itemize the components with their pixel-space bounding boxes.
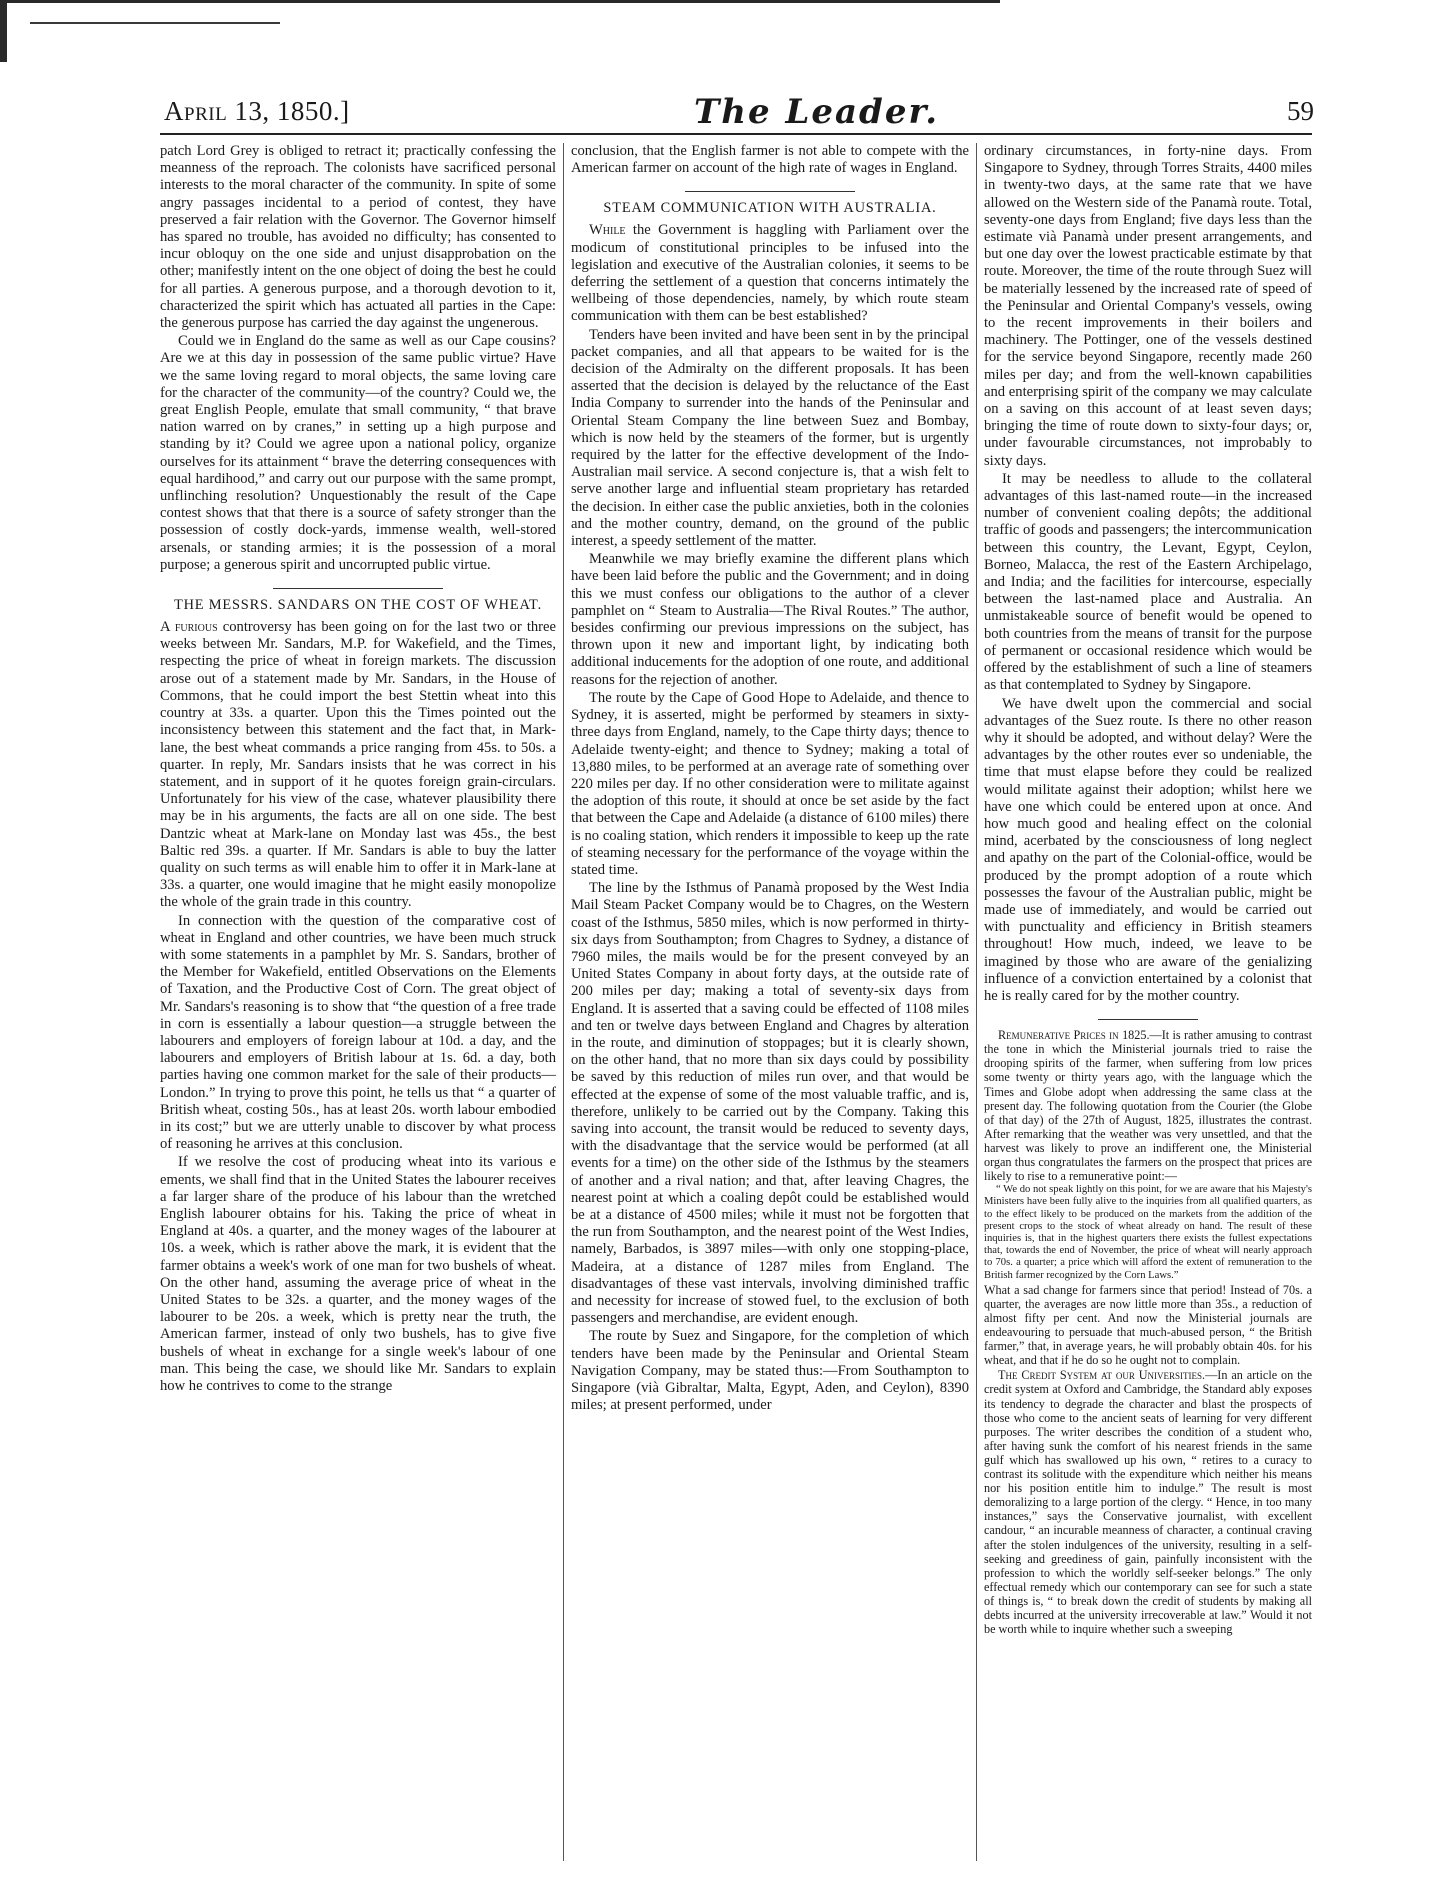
paragraph: The route by Suez and Singapore, for the completion of which tenders have been made by the Peninsular and Oriental Steam Navigation Company, may be stated thus:—From Southampton to Singapore (vià Gibraltar, Malta, Egypt, Aden, and Ceylon), 8390 miles; at present performed, under bbox=[571, 1328, 969, 1414]
page-header bbox=[164, 94, 1314, 134]
paragraph: conclusion, that the English farmer is not able to compete with the American farmer on account of the high rate of wages in England. bbox=[571, 143, 969, 177]
scan-edge bbox=[0, 0, 1441, 62]
column-divider bbox=[976, 143, 977, 1861]
note-paragraph: What a sad change for farmers since that period! Instead of 70s. a quarter, the averages are now little more than 35s., a reduction of almost fifty per cent. And now the Ministerial journals are endeavouring to persuade that much-abused person, “ the British farmer,” that, in average years, he will probably obtain 40s. for his wheat, and that if he do so he ought not to complain. bbox=[984, 1282, 1312, 1368]
paragraph: If we resolve the cost of producing wheat into its various e ements, we shall find that in the United States the labourer receives a far larger share of the produce of his labour than the wretched English labourer obtains for his. Taking the price of wheat in England at 40s. a quarter, and the money wages of the labourer at 10s. a week, which is rather above the mark, it is evident that the farmer obtains a week's work of one man for two bushels of wheat. On the other hand, assuming the average price of wheat in the United States to be 32s. a quarter, and the money wages of the labourer to be 20s. a week, which is pretty near the truth, the American farmer, instead of only two bushels, has to give five bushels of wheat in exchange for a single week's labour of one man. This being the case, we should like Mr. Sandars to explain how he contrives to come to the strange bbox=[160, 1154, 556, 1395]
note-paragraph bbox=[984, 1368, 1312, 1636]
paragraph: The line by the Isthmus of Panamà proposed by the West India Mail Steam Packet Company would be to Chagres, on the Western coast of the Isthmus, 5850 miles, which is now performed in thirty-six days from Southampton; from Chagres to Sydney, a distance of 7960 miles, the mails would be for the present conveyed by an United States Company in about forty days, at the outside rate of 200 miles per day; making a total of seventy-six days from England. It is asserted that a saving could be effected of 1108 miles and ten or twelve days between England and Chagres by alteration in the route, and diminution of stoppages; but it is clearly shown, on the other hand, that no more than six days could by possibility be saved by this reduction of miles run over, and that would be effected at the expense of some of the most valuable traffic, and is, therefore, unlikely to be carried out by the Company. Taking this saving into account, the transit would be reduced to seventy days, with the disadvantage that the service would be performed (at all events for a time) on the other side of the Isthmus by the steamers of another and a rival nation; and that, after leaving Chagres, the nearest point at which a coaling depôt could be established would be at a distance of 4500 miles; while it must not be forgotten that the run from Southampton, and the nearest point of the West Indies, namely, Barbados, is 3897 miles—with only one stopping-place, Madeira, at a distance of 1287 miles from England. The disadvantages of these vast intervals, involving diminished traffic and necessity for increase of stowed fuel, to the exclusion of both passengers and merchandise, are evident enough. bbox=[571, 880, 969, 1327]
paragraph: We have dwelt upon the commercial and social advantages of the Suez route. Is there no other reason why it should be adopted, and without delay? Were the advantages by the other routes ever so undeniable, the time that must elapse before they could be realized would militate against their adoption; whilst here we have one which could be entered upon at once. And how much good and healing effect on the colonial mind, acerbated by the consciousness of long neglect and apathy on the part of the Colonial-office, would be produced by the prompt adoption of a route which possesses the favour of the Australian public, might be made use of immediately, and would be carried out with punctuality and efficiency in British steamers throughout! How much, indeed, we leave to be imagined by those who are aware of the genializing influence of a conviction entertained by a colonist that he is really cared for by the mother country. bbox=[984, 695, 1312, 1004]
column-divider bbox=[563, 143, 564, 1861]
paragraph: In connection with the question of the comparative cost of wheat in England and other countries, we have been much struck with some statements in a pamphlet by Mr. S. Sandars, brother of the Member for Wakefield, entitled Observations on the Elements of Taxation, and the Productive Cost of Corn. The great object of Mr. Sandars's reasoning is to show that “the question of a free trade in corn is essentially a labour question—a struggle between the labourers and employers of foreign labour at 10d. a day, and the labourers and employers of British labour at 1s. 6d. a day, both parties having one common market for the sale of their products—London.” In trying to prove this point, he tells us that “ a quarter of British wheat, costing 50s., has at least 20s. worth labour embodied in its cost;” but we are utterly unable to discover by what process of reasoning he arrives at this conclusion. bbox=[160, 912, 556, 1153]
page-number: 59 bbox=[1287, 96, 1314, 126]
paragraph: Could we in England do the same as well as our Cape cousins? Are we at this day in possession of the same public virtue? Have we the same loving regard to moral objects, the same loving care for the character of the community—of the country? Could we, the great English People, emulate that small community, “ that brave nation warred on by cranes,” in setting up a high purpose and standing by it? Could we agree upon a national policy, organize ourselves for its attainment “ brave the deterring consequences with equal hardihood,” and carry out our purpose with the same prompt, unflinching resolution? Unquestionably the result of the Cape contest shows that that there is a source of safety stronger than the possession of costly dock-yards, immense wealth, well-stored arsenals, or standing armies; it is the possession of a moral purpose; a generous spirit and uncorrupted public virtue. bbox=[160, 333, 556, 573]
paragraph: It may be needless to allude to the collateral advantages of this last-named route—in the increased number of convenient coaling depôts; the additional traffic of goods and passengers; the intercommunication between this country, the Levant, Egypt, Ceylon, Borneo, Malacca, the rest of the Eastern Archipelago, and India; and the facilities for intercourse, especially between the last-named place and Australia. An unmistakeable source of benefit would be opened to both countries from the means of transit for the purpose of permanent or occasional residence which would be offered by the establishment of such a line of steamers as that contemplated to Sydney by Singapore. bbox=[984, 470, 1312, 694]
scan-border-left bbox=[0, 0, 7, 62]
column-1 bbox=[160, 143, 556, 1863]
section-rule bbox=[1098, 1019, 1198, 1020]
paragraph: Meanwhile we may briefly examine the different plans which have been laid before the public and the Government; and in doing this we must confess our obligations to the author of a clever pamphlet on “ Steam to Australia—The Rival Routes.” The author, besides confirming our previous impressions on the subject, has thrown upon it new and important light, by indicating both additional inducements for the adoption of one route, and additional reasons for the rejection of another. bbox=[571, 551, 969, 688]
note-body: —It is rather amusing to contrast the tone in which the Ministerial journals tried to raise the drooping spirits of the farmer, when suffering from low prices some twenty or thirty years ago, with the language which the Times and Globe adopt when addressing the same class at the present day. The following quotation from the Courier (the Globe of that day) of the 27th of August, 1825, illustrates the contrast. After remarking that the weather was very unsettled, and that the harvest was likely to prove an indifferent one, the Ministerial organ thus congratulates the farmers on the prospect that prices are likely to rise to a remunerative point:— bbox=[984, 1028, 1312, 1184]
paragraph bbox=[571, 222, 969, 325]
news-notes bbox=[984, 1028, 1312, 1636]
column-3 bbox=[984, 143, 1312, 1863]
masthead-title: The Leader. bbox=[694, 92, 940, 132]
article-heading: STEAM COMMUNICATION WITH AUSTRALIA. bbox=[603, 200, 937, 217]
paragraph: The route by the Cape of Good Hope to Adelaide, and thence to Sydney, it is asserted, might be performed by steamers in sixty-three days from England, namely, to the Cape thirty days; thence to Adelaide twenty-eight; and thence to Sydney; making a total of 13,880 miles, to be performed at an average rate of something over 220 miles per day. If no other consideration were to militate against the adoption of this route, it should at once be set aside by the fact that between the Cape and Adelaide (a distance of 6100 miles) there is no coaling station, which renders it impossible to keep up the rate of steaming necessary for the performance of the voyage within the stated time. bbox=[571, 689, 969, 878]
paragraph: Tenders have been invited and have been sent in by the principal packet companies, and all that appears to be waited for is the decision of the Admiralty on the different proposals. It has been asserted that the decision is delayed by the reluctance of the East India Company to surrender into the hands of the Peninsular and Oriental Steam Company the line between Suez and Bombay, which is now held by the steamers of the former, but is urgently required by the latter for the effective development of the Indo-Australian mail service. A second conjecture is, that a wish felt to serve another large and influential steam proprietary has retarded the decision. In either case the public anxieties, both in the colonies and the mother country, demand, on the ground of the public interest, a speedy settlement of the matter. bbox=[571, 326, 969, 550]
note-lead: The Credit System at our Universities. bbox=[998, 1368, 1206, 1383]
header-rule bbox=[160, 133, 1312, 135]
scan-mark bbox=[30, 22, 280, 24]
note-lead: Remunerative Prices in 1825. bbox=[998, 1028, 1150, 1043]
section-rule bbox=[685, 191, 855, 192]
lead-words: While bbox=[589, 222, 626, 239]
issue-date: April 13, 1850.] bbox=[164, 96, 350, 126]
lead-words: A furious bbox=[160, 619, 218, 636]
paragraph: patch Lord Grey is obliged to retract it; practically confessing the meanness of the reproach. The colonists have sacrificed personal interests to the moral character of the community. In spite of some angry passages incidental to a period of contest, they have preserved a fair relation with the Governor. The Governor himself has spared no trouble, has avoided no difficulty; has consented to incur obloquy on the one side and unjust disapprobation on the other; manifestly intent on the one object of doing the best he could for all parties. A generous purpose, and a thorough devotion to it, characterized the spirit which has actuated all parties in the Cape: the generous purpose has carried the day against the ungenerous. bbox=[160, 143, 556, 332]
scan-border-top bbox=[0, 0, 1000, 3]
note-paragraph bbox=[984, 1028, 1312, 1183]
section-rule bbox=[273, 588, 443, 589]
article-heading: THE MESSRS. SANDARS ON THE COST OF WHEAT. bbox=[174, 597, 542, 614]
quotation-text: “ We do not speak lightly on this point, for we are aware that his Majesty's Ministers have been fully alive to the inquiries from all qualified quarters, as to the effect likely to be produced on the markets from the addition of the present crops to the stock of wheat already on hand. The result of these inquiries is, that in the highest quarters there exists the fullest expectations that, towards the end of November, the price of wheat will nearly approach to 70s. a quarter; a price which will afford the extent of remuneration to the British farmer recognized by the Corn Laws.” bbox=[984, 1184, 1312, 1281]
quotation bbox=[984, 1184, 1312, 1282]
paragraph bbox=[160, 619, 556, 911]
paragraph-body: the Government is haggling with Parliament over the modicum of constitutional principles to be infused into the legislation and executive of the Australian colonies, it seems to be deferring the settlement of a question that concerns intimately the wellbeing of those dependencies, namely, by which route steam communication with them can be best established? bbox=[571, 222, 969, 325]
note-body: —In an article on the credit system at Oxford and Cambridge, the Standard ably exposes its tendency to degrade the character and blast the prospects of those who come to the ancient seats of learning for very different purposes. The writer describes the condition of a student who, after having sunk the comfort of his nearest friends in the same gulf which has swallowed up his own, “ retires to a curacy to contrast its solitude with the expenditure which neither his means nor his position entitle him to indulge.” The result is most demoralizing to a large portion of the clergy. “ Hence, in too many instances,” says the Conservative journalist, with excellent candour, “ an incurable meanness of character, a continual craving after the stolen indulgences of the university, resulting in a self-seeking and greediness of gain, painfully inconsistent with the profession to which the worldly self-seeker belongs.” The only effectual remedy which our contemporary can see for such a state of things is, “ to break down the credit of students by making all debts incurred at the university irrecoverable at law.” Would it not be worth while to inquire whether such a sweeping bbox=[984, 1368, 1312, 1637]
paragraph-body: controversy has been going on for the last two or three weeks between Mr. Sandars, M.P. for Wakefield, and the Times, respecting the price of wheat in foreign markets. The discussion arose out of a statement made by Mr. Sandars, in the House of Commons, that he could import the best Stettin wheat into this country at 33s. a quarter. Upon this the Times pointed out the inconsistency between this statement and the fact that, in Mark-lane, the best wheat commands a price ranging from 45s. to 50s. a quarter. In reply, Mr. Sandars insists that he was correct in his statement, and in support of it he quotes foreign grain-circulars. Unfortunately for his view of the case, whatever plausibility there may be in his arguments, the facts are all on one side. The best Dantzic wheat at Mark-lane on Monday last was 45s., the best Baltic red 39s. a quarter. If Mr. Sandars is able to buy the latter quality on such terms as will enable him to offer it in Mark-lane at 33s. a quarter, one would imagine that he might easily monopolize the whole of the grain trade in this country. bbox=[160, 619, 556, 911]
column-2 bbox=[571, 143, 969, 1863]
paragraph: ordinary circumstances, in forty-nine days. From Singapore to Sydney, through Torres Straits, 4400 miles in twenty-two days, at the same rate that we have allowed on the Western side of the Panamà route. Total, seventy-one days from England; five days less than the estimate vià Panamà under present arrangements, and but one day over the lowest practicable estimate by that route. Moreover, the time of the route through Suez will be materially lessened by the increased rate of speed of the Peninsular and Oriental Company's vessels, owing to the recent improvements in their boilers and machinery. The Pottinger, one of the vessels destined for the service beyond Singapore, recently made 260 miles per day; and from the well-known capabilities and enterprising spirit of the company we may calculate on a saving on this account of at least seven days; bringing the time of route down to sixty-four days; or, under favourable circumstances, not improbably to sixty days. bbox=[984, 143, 1312, 469]
